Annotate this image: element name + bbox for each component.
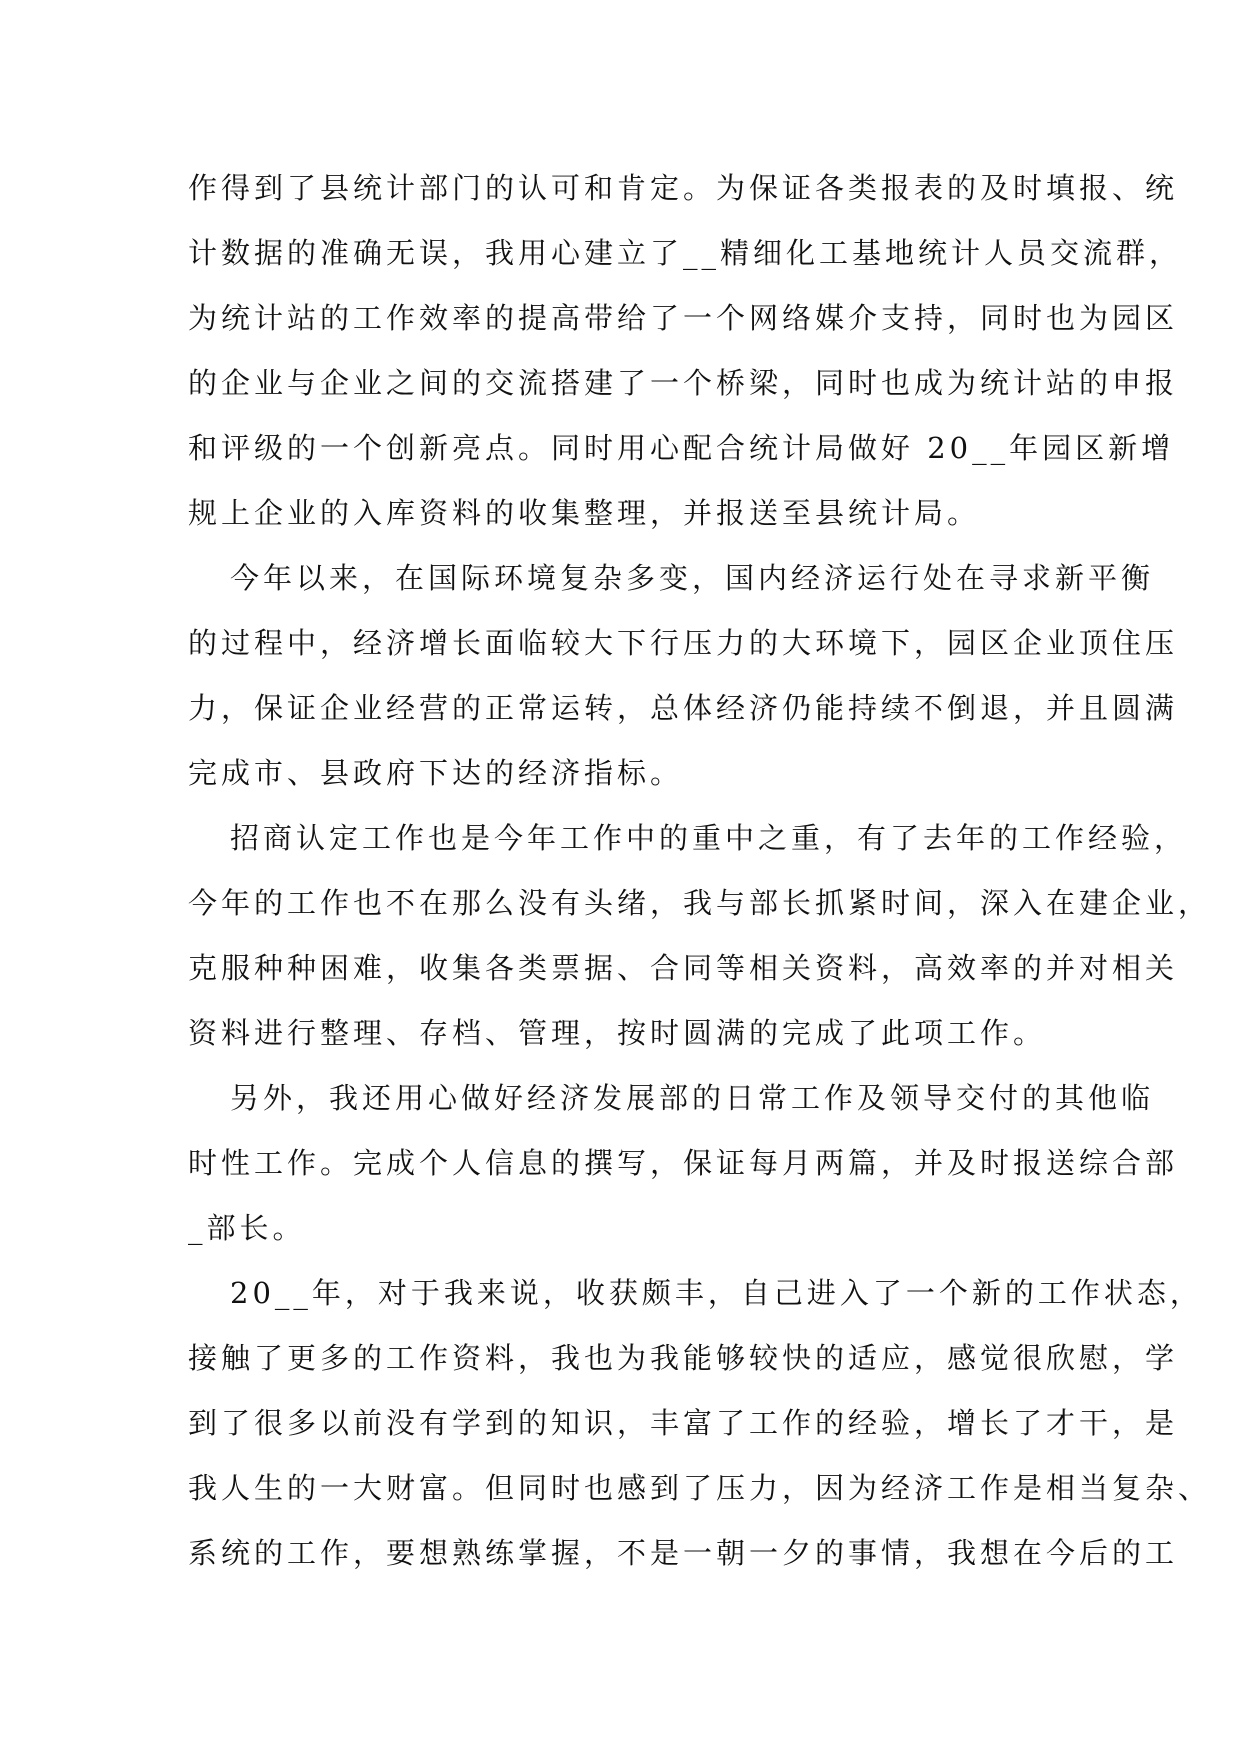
text-line: 系统的工作，要想熟练掌握，不是一朝一夕的事情，我想在今后的工 [188,1536,1179,1570]
text-line: 和评级的一个创新亮点。同时用心配合统计局做好 20__年园区新增 [188,431,1175,465]
text-line: 力，保证企业经营的正常运转，总体经济仍能持续不倒退，并且圆满 [188,691,1179,725]
text-line: 完成市、县政府下达的经济指标。 [188,756,684,790]
text-line: 招商认定工作也是今年工作中的重中之重，有了去年的工作经验， [230,821,1188,855]
paragraph [188,156,1183,546]
text-line: 今年以来，在国际环境复杂多变，国内经济运行处在寻求新平衡 [230,561,1155,595]
text-line: 今年的工作也不在那么没有头绪，我与部长抓紧时间，深入在建企业， [188,886,1212,920]
text-line: 计数据的准确无误，我用心建立了__精细化工基地统计人员交流群， [188,236,1183,270]
document-body [188,156,1212,1586]
text-line: 规上企业的入库资料的收集整理，并报送至县统计局。 [188,496,981,530]
paragraph [188,1261,1212,1586]
text-line: 克服种种困难，收集各类票据、合同等相关资料，高效率的并对相关 [188,951,1179,985]
text-line: 我人生的一大财富。但同时也感到了压力，因为经济工作是相当复杂、 [188,1471,1212,1505]
text-line: 20__年，对于我来说，收获颇丰，自己进入了一个新的工作状态， [230,1276,1203,1310]
paragraph [188,806,1212,1066]
text-line: 接触了更多的工作资料，我也为我能够较快的适应，感觉很欣慰，学 [188,1341,1179,1375]
text-line: _部长。 [188,1211,306,1245]
text-line: 时性工作。完成个人信息的撰写，保证每月两篇，并及时报送综合部 [188,1146,1179,1180]
text-line: 另外，我还用心做好经济发展部的日常工作及领导交付的其他临 [230,1081,1155,1115]
paragraph [188,546,1179,806]
text-line: 的企业与企业之间的交流搭建了一个桥梁，同时也成为统计站的申报 [188,366,1179,400]
text-line: 为统计站的工作效率的提高带给了一个网络媒介支持，同时也为园区 [188,301,1179,335]
text-line: 作得到了县统计部门的认可和肯定。为保证各类报表的及时填报、统 [188,171,1179,205]
text-line: 资料进行整理、存档、管理，按时圆满的完成了此项工作。 [188,1016,1047,1050]
text-line: 的过程中，经济增长面临较大下行压力的大环境下，园区企业顶住压 [188,626,1179,660]
text-line: 到了很多以前没有学到的知识，丰富了工作的经验，增长了才干，是 [188,1406,1179,1440]
paragraph [188,1066,1179,1261]
